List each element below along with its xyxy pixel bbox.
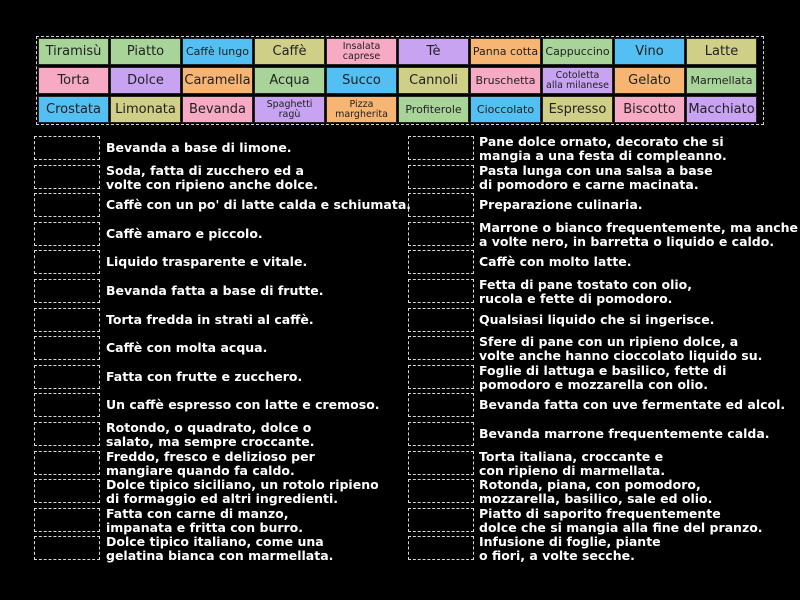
word-tile-label: Tiramisù <box>45 44 102 59</box>
answer-slot[interactable] <box>34 250 100 274</box>
answer-slot[interactable] <box>408 279 474 303</box>
word-tile[interactable] <box>326 38 397 65</box>
word-tile[interactable] <box>398 67 469 94</box>
word-tile-label: Macchiato <box>688 102 755 117</box>
word-tile[interactable] <box>38 96 109 123</box>
word-tile-label: Cannoli <box>409 73 458 88</box>
clue-text: Torta italiana, croccante e con ripieno di marmellata. <box>479 448 666 478</box>
clue-text: Bevanda fatta con uve fermentate ed alcol. <box>479 397 786 413</box>
clue-text: Bevanda a base di limone. <box>106 140 292 155</box>
word-tile[interactable] <box>182 38 253 65</box>
answer-slot[interactable] <box>408 422 474 446</box>
word-tile[interactable] <box>686 67 757 94</box>
word-tile[interactable] <box>614 38 685 65</box>
clue-text: Dolce tipico siciliano, un rotolo ripieno di formaggio ed altri ingredienti. <box>106 477 379 507</box>
word-tile-label: Caffè lungo <box>186 45 249 58</box>
word-tile-label: Piatto <box>126 44 165 59</box>
answer-slot[interactable] <box>34 308 100 332</box>
answer-slot[interactable] <box>34 536 100 560</box>
word-tile[interactable] <box>614 67 685 94</box>
word-tile[interactable] <box>110 38 181 65</box>
clue-text: Preparazione culinaria. <box>479 197 643 213</box>
word-tile-label: Biscotto <box>623 102 676 117</box>
word-tile-label: Pizza margherita <box>335 98 388 120</box>
word-tile-label: Spaghetti ragù <box>266 98 313 120</box>
word-tile[interactable] <box>542 96 613 123</box>
clue-text: Caffè con un po' di latte calda e schiumata. <box>106 197 412 213</box>
word-tile-label: Latte <box>704 44 739 59</box>
answer-slot[interactable] <box>408 222 474 246</box>
word-tile-label: Crostata <box>46 102 101 117</box>
answer-slot[interactable] <box>34 422 100 446</box>
answer-slot[interactable] <box>34 336 100 360</box>
answer-slot[interactable] <box>408 308 474 332</box>
word-tile-label: Limonata <box>115 102 176 117</box>
clue-text: Caffè con molta acqua. <box>106 340 268 356</box>
word-tile[interactable] <box>470 38 541 65</box>
clue-text: Fatta con carne di manzo, impanata e fritta con burro. <box>106 505 304 535</box>
word-tile-label: Bruschetta <box>475 74 536 87</box>
word-tile[interactable] <box>182 96 253 123</box>
word-tile-label: Cappuccino <box>545 45 610 58</box>
answer-slot[interactable] <box>408 365 474 389</box>
word-tile-label: Gelato <box>628 73 671 88</box>
answer-slot[interactable] <box>34 136 100 160</box>
word-tile[interactable] <box>182 67 253 94</box>
clue-text: Bevanda fatta a base di frutte. <box>106 283 324 298</box>
word-tile[interactable] <box>470 67 541 94</box>
answer-slot[interactable] <box>34 222 100 246</box>
word-tile[interactable] <box>614 96 685 123</box>
clue-text: Fatta con frutte e zucchero. <box>106 368 303 384</box>
word-tile[interactable] <box>110 96 181 123</box>
answer-slot[interactable] <box>34 393 100 417</box>
word-tile[interactable] <box>254 67 325 94</box>
word-tile-label: Acqua <box>269 73 310 88</box>
clue-text: Fetta di pane tostato con olio, rucola e fette di pomodoro. <box>479 277 693 306</box>
word-tile[interactable] <box>254 38 325 65</box>
clue-text: Torta fredda in strati al caffè. <box>106 311 314 327</box>
answer-slot[interactable] <box>34 451 100 475</box>
answer-slot[interactable] <box>408 508 474 532</box>
clue-text: Infusione di foglie, piante o fiori, a volte secche. <box>479 534 661 564</box>
word-tile[interactable] <box>254 96 325 123</box>
word-tile-label: Succo <box>342 73 381 88</box>
answer-slot[interactable] <box>34 508 100 532</box>
answer-slot[interactable] <box>408 165 474 189</box>
clue-text: Marrone o bianco frequentemente, ma anche a volte nero, in barretta o liquido e caldo. <box>479 219 799 249</box>
answer-slot[interactable] <box>34 193 100 217</box>
clue-text: Caffè con molto latte. <box>479 254 632 270</box>
clue-text: Pasta lunga con una salsa a base di pomodoro e carne macinata. <box>479 162 713 192</box>
word-tile-label: Caramella <box>184 73 251 88</box>
answer-slot[interactable] <box>34 165 100 189</box>
word-tile[interactable] <box>326 67 397 94</box>
clue-text: Pane dolce ornato, decorato che si mangia a una festa di compleanno. <box>479 134 727 163</box>
answer-slot[interactable] <box>408 336 474 360</box>
word-tile-label: Espresso <box>548 102 607 117</box>
clue-text: Rotonda, piana, con pomodoro, mozzarella, basilico, sale ed olio. <box>479 477 713 507</box>
word-tile[interactable] <box>686 96 757 123</box>
answer-slot[interactable] <box>408 193 474 217</box>
word-tile-label: Torta <box>57 73 90 88</box>
clue-text: Dolce tipico italiano, come una gelatina bianca con marmellata. <box>106 534 334 564</box>
clue-text: Freddo, fresco e delizioso per mangiare quando fa caldo. <box>106 448 315 478</box>
answer-slot[interactable] <box>408 250 474 274</box>
word-tile-label: Tè <box>426 44 441 59</box>
answer-slot[interactable] <box>408 393 474 417</box>
clue-text: Soda, fatta di zucchero ed a volte con ripieno anche dolce. <box>106 162 318 192</box>
word-tile-label: Cioccolato <box>476 103 535 116</box>
word-tile-label: Dolce <box>127 73 164 88</box>
clue-text: Sfere di pane con un ripieno dolce, a volte anche hanno cioccolato liquido su. <box>479 334 763 364</box>
clue-text: Piatto di saporito frequentemente dolce che si mangia alla fine del pranzo. <box>479 505 763 535</box>
word-tile-label: Panna cotta <box>472 45 539 58</box>
answer-slot[interactable] <box>408 479 474 503</box>
word-tile-label: Marmellata <box>690 74 753 87</box>
answer-slot[interactable] <box>34 479 100 503</box>
word-tile-label: Cotoletta alla milanese <box>546 69 609 91</box>
clue-text: Qualsiasi liquido che si ingerisce. <box>479 311 715 327</box>
word-tile[interactable] <box>542 38 613 65</box>
clue-text: Un caffè espresso con latte e cremoso. <box>106 397 380 413</box>
word-tile[interactable] <box>542 67 613 94</box>
word-tile-label: Vino <box>635 44 664 59</box>
word-tile[interactable] <box>470 96 541 123</box>
word-tile[interactable] <box>398 38 469 65</box>
word-tile-label: Profiterole <box>405 103 462 116</box>
word-tile-label: Insalata caprese <box>342 40 381 62</box>
word-tile-label: Caffè <box>272 44 307 59</box>
word-tile[interactable] <box>398 96 469 123</box>
answer-slot[interactable] <box>34 279 100 303</box>
clue-text: Rotondo, o quadrato, dolce o salato, ma sempre croccante. <box>106 420 315 449</box>
answer-slot[interactable] <box>408 451 474 475</box>
word-tile[interactable] <box>326 96 397 123</box>
word-tile[interactable] <box>38 38 109 65</box>
word-tile-label: Bevanda <box>188 102 247 117</box>
clue-text: Foglie di lattuga e basilico, fette di pomodoro e mozzarella con olio. <box>479 362 727 392</box>
answer-slot[interactable] <box>34 365 100 389</box>
clue-text: Bevanda marrone frequentemente calda. <box>479 426 770 441</box>
word-tile[interactable] <box>686 38 757 65</box>
word-tile[interactable] <box>110 67 181 94</box>
word-tile[interactable] <box>38 67 109 94</box>
clue-text: Liquido trasparente e vitale. <box>106 254 308 270</box>
clue-text: Caffè amaro e piccolo. <box>106 225 263 241</box>
answer-slot[interactable] <box>408 536 474 560</box>
answer-slot[interactable] <box>408 136 474 160</box>
